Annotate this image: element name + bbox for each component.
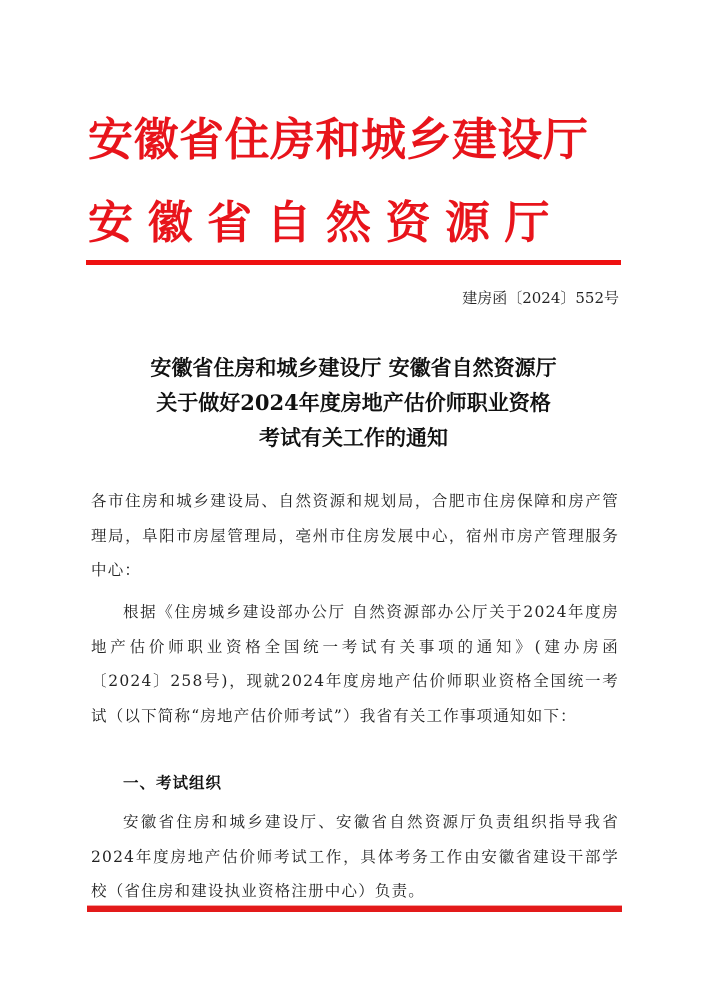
- title-line-2: 关于做好2024年度房地产估价师职业资格: [156, 390, 551, 415]
- red-header-rule: [86, 260, 621, 265]
- issuer-header-line-2: 安徽省自然资源厅: [88, 196, 565, 249]
- exam-organization-paragraph: 安徽省住房和城乡建设厅、安徽省自然资源厅负责组织指导我省2024年度房地产估价师考试工作，具体考务工作由安徽省建设干部学校（省住房和建设执业资格注册中心）负责。: [91, 813, 619, 901]
- document-title: [86, 350, 621, 455]
- document-number: 建房函〔2024〕552号: [462, 289, 619, 307]
- section-heading-exam-organization: 一、考试组织: [123, 774, 223, 792]
- title-line-3: 考试有关工作的通知: [259, 425, 448, 450]
- title-line-1: 安徽省住房和城乡建设厅 安徽省自然资源厅: [150, 355, 557, 380]
- red-footer-rule: [87, 905, 622, 912]
- issuer-header-line-1: 安徽省住房和城乡建设厅: [88, 113, 589, 166]
- intro-paragraph: 根据《住房城乡建设部办公厅 自然资源部办公厅关于2024年度房地产估价师职业资格全国统一考试有关事项的通知》(建办房函〔2024〕258号)，现就2024年度房地产估价师职业资格全国统一考试（以下简称“房地产估价师考试”）我省有关工作事项通知如下：: [91, 603, 619, 725]
- addressees: 各市住房和城乡建设局、自然资源和规划局，合肥市住房保障和房产管理局，阜阳市房屋管理局，亳州市住房发展中心，宿州市房产管理服务中心：: [91, 492, 619, 580]
